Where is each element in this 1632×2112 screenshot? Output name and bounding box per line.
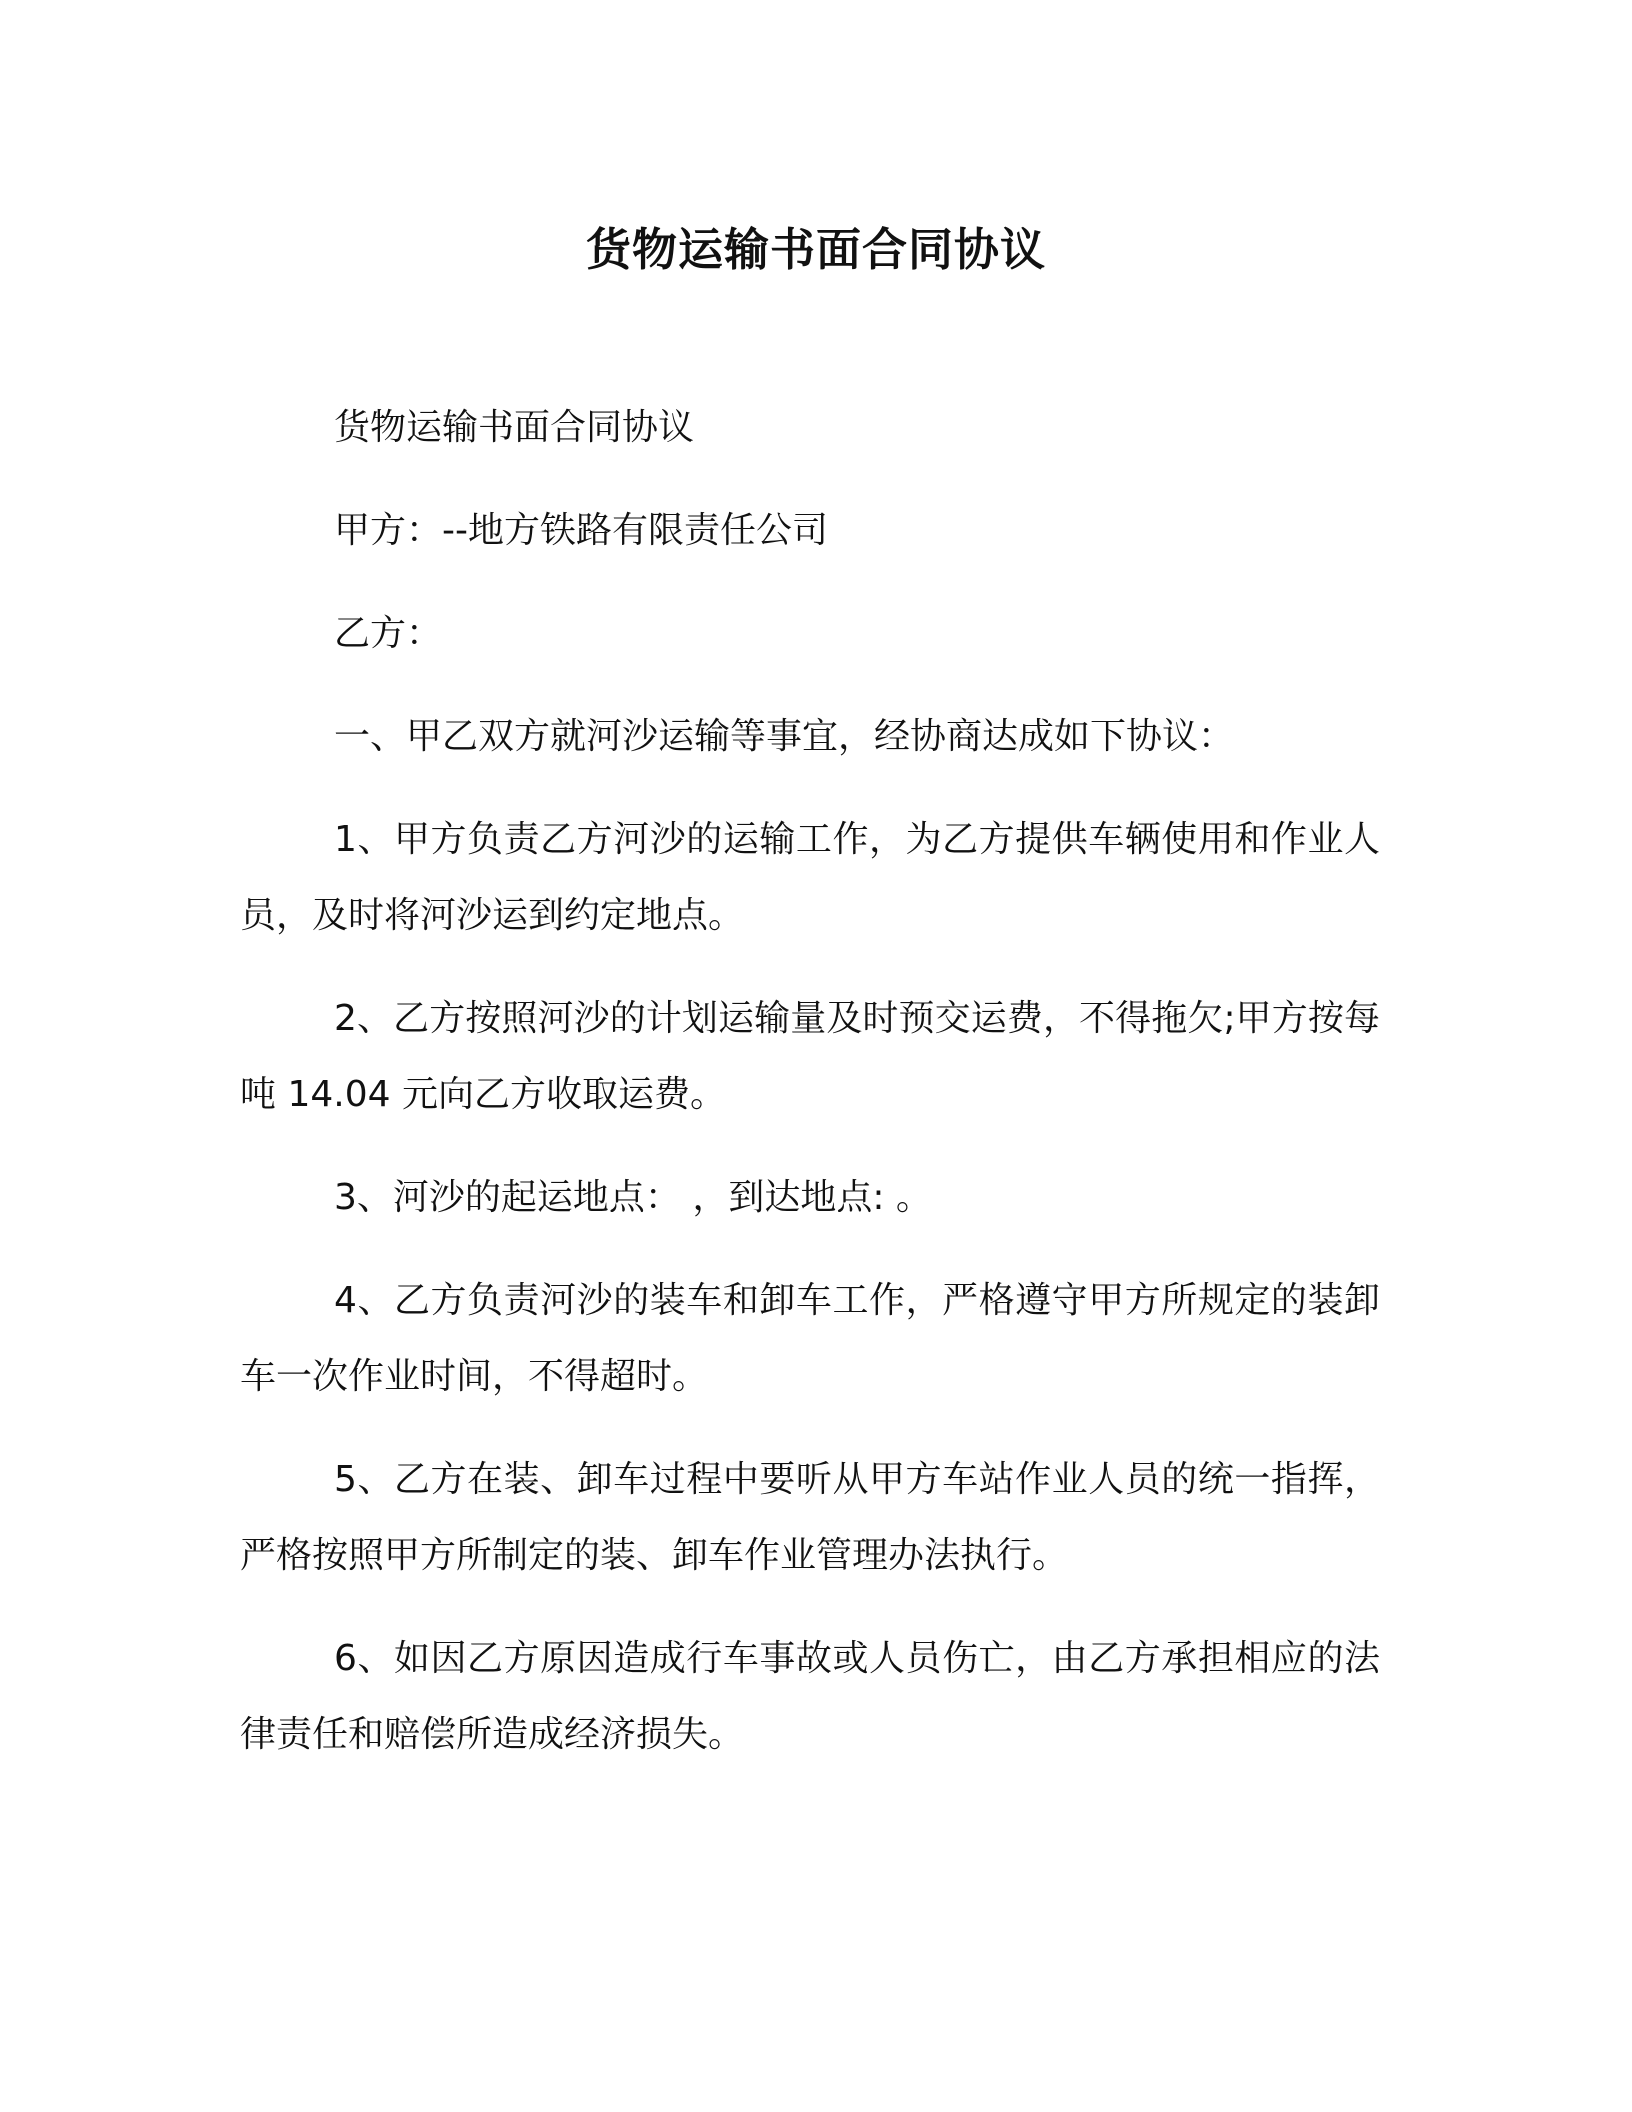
paragraph-clause-4: 4、乙方负责河沙的装车和卸车工作，严格遵守甲方所规定的装卸车一次作业时间，不得超时。 xyxy=(240,1280,1380,1397)
document-title: 货物运输书面合同协议 xyxy=(585,223,1046,276)
paragraph-section-1: 一、甲乙双方就河沙运输等事宜，经协商达成如下协议： xyxy=(334,716,1235,757)
document-body xyxy=(240,390,1380,1800)
paragraph-clause-6: 6、如因乙方原因造成行车事故或人员伤亡，由乙方承担相应的法律责任和赔偿所造成经济损失。 xyxy=(240,1638,1380,1755)
paragraph-party-b: 乙方： xyxy=(334,613,443,654)
paragraph-subtitle: 货物运输书面合同协议 xyxy=(334,407,695,448)
paragraph-clause-5: 5、乙方在装、卸车过程中要听从甲方车站作业人员的统一指挥，严格按照甲方所制定的装、卸车作业管理办法执行。 xyxy=(240,1459,1380,1576)
paragraph-clause-2: 2、乙方按照河沙的计划运输量及时预交运费，不得拖欠;甲方按每吨 14.04 元向乙方收取运费。 xyxy=(240,998,1380,1115)
paragraph-clause-3: 3、河沙的起运地点： ，到达地点: 。 xyxy=(334,1177,932,1218)
paragraph-clause-1: 1、甲方负责乙方河沙的运输工作，为乙方提供车辆使用和作业人员，及时将河沙运到约定地点。 xyxy=(240,819,1380,936)
paragraph-party-a: 甲方：--地方铁路有限责任公司 xyxy=(334,510,828,551)
